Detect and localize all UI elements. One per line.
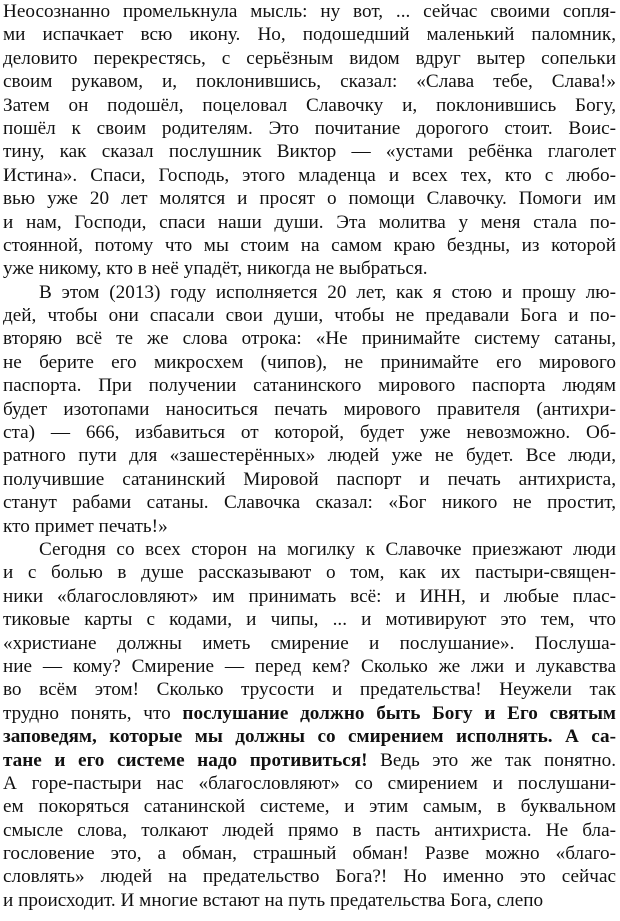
- text-line: [3, 795, 616, 818]
- text-line: [3, 327, 616, 350]
- text-run: получившие сатанинский Мировой паспорт и печать антихриста,: [3, 468, 616, 490]
- text-run: тиковые карты с кодами, и чипы, ... и мотивируют это тем, что: [3, 609, 616, 631]
- text-run: и с болью в душе рассказывают о том, как их пастыри-священ-: [3, 562, 616, 584]
- text-line: [3, 725, 616, 748]
- text-line: [3, 70, 616, 93]
- text-line: [3, 561, 616, 584]
- text-line: [3, 515, 616, 538]
- text-line: [3, 772, 616, 795]
- text-line: [3, 444, 616, 467]
- bold-text-run: заповедям, которые мы должны со смирением исполнять. А са-: [3, 726, 616, 748]
- text-run: ми испачкает всю икону. Но, подошедший маленький паломник,: [3, 24, 616, 46]
- text-run: станут рабами сатаны. Славочка сказал: «Бог никого не простит,: [3, 492, 616, 514]
- text-line: [3, 23, 616, 46]
- text-line: [3, 889, 616, 912]
- bold-text-run: тане и его системе надо противиться!: [3, 749, 368, 771]
- text-line: [3, 0, 616, 23]
- text-run: во всём этом! Сколько трусости и предательства! Неужели так: [3, 679, 616, 701]
- text-run: ники «благословляют» им принимать всё: и ИНН, и любые плас-: [3, 585, 616, 607]
- text-line: [3, 351, 616, 374]
- text-run: Истина». Спаси, Господь, этого младенца и всех тех, кто с любо-: [3, 164, 616, 186]
- bold-text-run: послушание должно быть Богу и Его святым: [182, 702, 616, 724]
- text-run: А горе-пастыри нас «благословляют» со смирением и послушани-: [3, 772, 616, 794]
- text-run: стоянной, потому что мы стоим на самом краю бездны, из которой: [3, 234, 616, 256]
- text-line: [3, 187, 616, 210]
- text-run: уже никому, кто в неё упадёт, никогда не выбраться.: [3, 258, 428, 280]
- text-line: [3, 491, 616, 514]
- text-run: ние — кому? Смирение — перед кем? Сколько же лжи и лукавства: [3, 655, 616, 677]
- text-run: ста) — 666, избавиться от которой, будет уже невозможно. Об-: [3, 422, 616, 444]
- text-run: пошёл к своим родителям. Это почитание дорогого стоит. Воис-: [3, 117, 616, 139]
- text-run: Ведь это же так понятно.: [367, 749, 616, 771]
- text-run: Затем он подошёл, поцеловал Славочку и, поклонившись Богу,: [3, 94, 616, 116]
- text-run: ратного пути для «зашестерённых» людей уже не будет. Все люди,: [3, 445, 616, 467]
- text-line: [3, 94, 616, 117]
- text-line: [3, 865, 616, 888]
- text-line: [3, 819, 616, 842]
- text-run: вью уже 20 лет молятся и просят о помощи Славочку. Помоги им: [3, 188, 616, 210]
- text-run: ем покоряться сатанинской системе, и этим самым, в буквальном: [3, 796, 616, 818]
- paragraph: [3, 0, 616, 281]
- text-line: [3, 281, 616, 304]
- text-line: [3, 678, 616, 701]
- text-line: [3, 468, 616, 491]
- text-line: [3, 374, 616, 397]
- document-body: [3, 0, 616, 912]
- text-run: Сегодня со всех сторон на могилку к Славочке приезжают люди: [39, 538, 616, 560]
- text-run: деловито перекрестясь, с серьёзным видом вдруг вытер сопельки: [3, 47, 616, 69]
- text-run: и нам, Господи, спаси наши души. Эта молитва у меня стала по-: [3, 211, 616, 233]
- text-line: [3, 211, 616, 234]
- text-run: паспорта. При получении сатанинского мирового паспорта людям: [3, 375, 616, 397]
- text-line: [3, 632, 616, 655]
- text-run: дей, чтобы они спасали свои души, чтобы не предавали Бога и по-: [3, 305, 616, 327]
- text-line: [3, 538, 616, 561]
- text-run: трудно понять, что: [3, 702, 183, 724]
- text-line: [3, 140, 616, 163]
- text-run: «христиане должны иметь смирение и послушание». Послуша-: [3, 632, 616, 654]
- text-line: [3, 585, 616, 608]
- text-run: Неосознанно промелькнула мысль: ну вот, ... сейчас своими сопля-: [3, 1, 616, 22]
- text-run: словлять» людей на предательство Бога?! Но именно это сейчас: [3, 866, 616, 888]
- text-run: будет изотопами наноситься печать мирового правителя (антихри-: [3, 398, 616, 420]
- text-run: кто примет печать!»: [3, 515, 168, 537]
- text-line: [3, 842, 616, 865]
- text-line: [3, 257, 616, 280]
- text-run: не берите его микросхем (чипов), не принимайте его мирового: [3, 351, 616, 373]
- paragraph: [3, 281, 616, 538]
- text-line: [3, 608, 616, 631]
- text-line: [3, 398, 616, 421]
- text-run: В этом (2013) году исполняется 20 лет, как я стою и прошу лю-: [39, 281, 616, 303]
- text-run: и происходит. И многие встают на путь предательства Бога, слепо: [3, 889, 544, 911]
- text-run: смысле слова, толкают людей прямо в пасть антихриста. Не бла-: [3, 819, 616, 841]
- text-line: [3, 421, 616, 444]
- text-line: [3, 655, 616, 678]
- text-line: [3, 164, 616, 187]
- text-run: гословение это, а обман, страшный обман! Разве можно «благо-: [3, 843, 616, 865]
- text-line: [3, 117, 616, 140]
- text-line: [3, 304, 616, 327]
- text-run: тину, как сказал послушник Виктор — «устами ребёнка глаголет: [3, 141, 616, 163]
- text-line: [3, 702, 616, 725]
- text-line: [3, 749, 616, 772]
- text-run: своим рукавом, и, поклонившись, сказал: «Слава тебе, Слава!»: [3, 71, 616, 93]
- text-line: [3, 47, 616, 70]
- paragraph: [3, 538, 616, 912]
- text-run: вторяю всё те же слова отрока: «Не принимайте систему сатаны,: [3, 328, 616, 350]
- text-line: [3, 234, 616, 257]
